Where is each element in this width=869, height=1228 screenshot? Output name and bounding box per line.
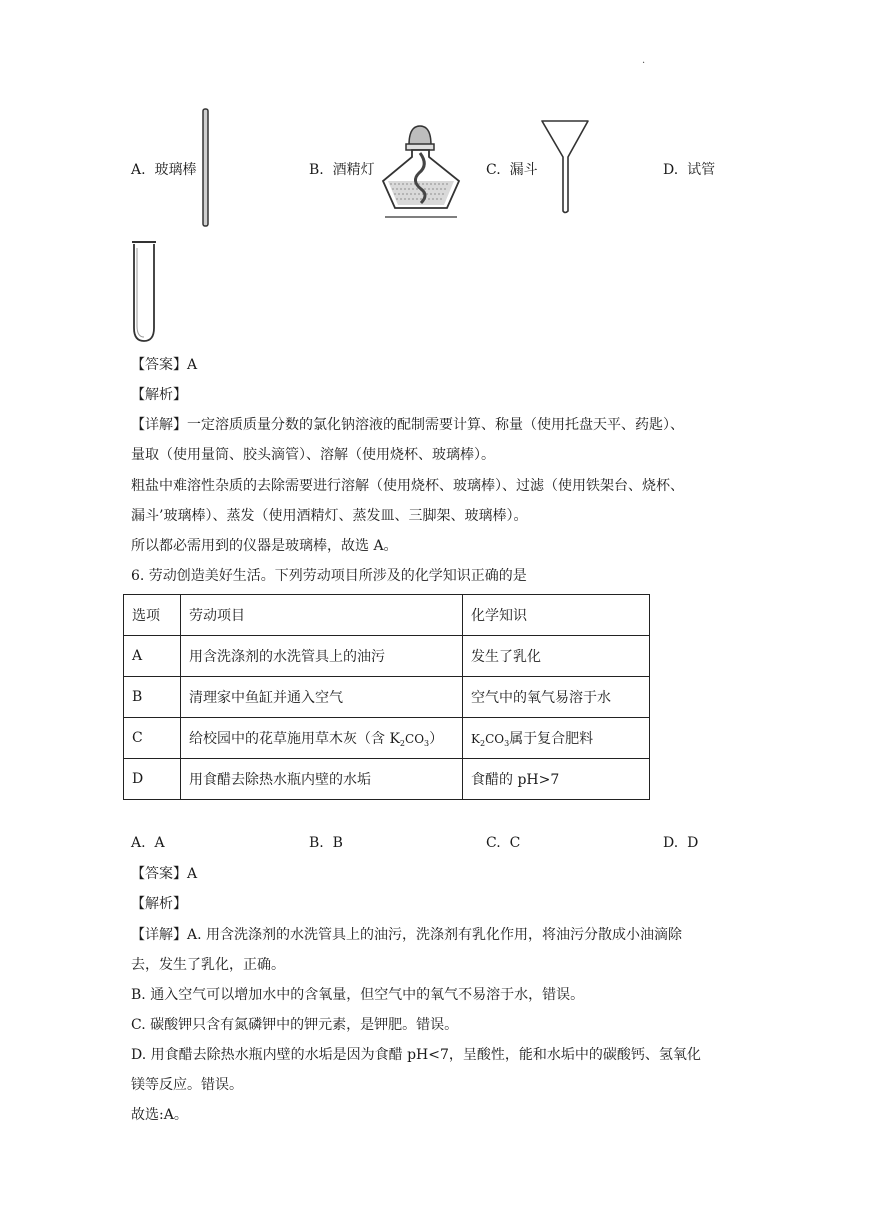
q5-detail-line: 所以都必需用到的仪器是玻璃棒，故选 A。 — [131, 538, 398, 554]
q6-detail-line: 镁等反应。错误。 — [131, 1077, 243, 1093]
table-row — [124, 759, 650, 800]
subscript: 3 — [424, 739, 430, 748]
q6-detail-line: C. 碳酸钾只含有氮磷钾中的钾元素，是钾肥。错误。 — [131, 1017, 459, 1033]
option-text: 酒精灯 — [332, 162, 375, 178]
q6-detail-line: 故选:A。 — [131, 1107, 188, 1123]
option-letter: A. — [131, 162, 146, 178]
table-cell-project: 用食醋去除热水瓶内壁的水垢 — [181, 759, 463, 800]
project-text: ） — [429, 731, 444, 747]
q6-detail-line: 去，发生了乳化，正确。 — [131, 957, 285, 973]
option-text: C — [509, 835, 521, 851]
q5-answer: 【答案】A — [131, 357, 198, 373]
table-header-row — [124, 595, 650, 636]
q5-detail-line: 粗盐中难溶性杂质的去除需要进行溶解（使用烧杯、玻璃棒）、过滤（使用铁架台、烧杯、 — [131, 478, 684, 494]
q6-option-b — [309, 835, 343, 851]
q6-option-d — [663, 835, 698, 851]
funnel-icon — [540, 119, 590, 215]
knowledge-text: 属于复合肥料 — [509, 731, 594, 747]
table-cell-project: 清理家中鱼缸并通入空气 — [181, 677, 463, 718]
option-text: B — [332, 835, 343, 851]
option-letter: A. — [131, 835, 146, 851]
table-cell-option: B — [124, 677, 181, 718]
table-cell-knowledge: 食醋的 pH>7 — [463, 759, 650, 800]
table-header-knowledge: 化学知识 — [463, 595, 650, 636]
option-letter: B. — [309, 835, 324, 851]
subscript: 3 — [504, 739, 510, 748]
table-row — [124, 718, 650, 759]
option-letter: C. — [486, 835, 501, 851]
test-tube-icon — [130, 240, 158, 344]
q6-option-c — [486, 835, 520, 851]
project-text: 给校园中的花草施用草木灰（含 K — [189, 731, 400, 747]
option-letter: D. — [663, 835, 679, 851]
q6-detail-line: B. 通入空气可以增加水中的含氧量，但空气中的氧气不易溶于水，错误。 — [131, 987, 585, 1003]
q5-option-a — [131, 159, 196, 179]
formula-text: CO — [405, 732, 425, 746]
option-letter: C. — [486, 162, 501, 178]
table-row — [124, 636, 650, 677]
option-letter: D. — [663, 162, 679, 178]
q6-answer: 【答案】A — [131, 866, 198, 882]
q6-question: 6. 劳动创造美好生活。下列劳动项目所涉及的化学知识正确的是 — [131, 568, 527, 584]
table-cell-option: D — [124, 759, 181, 800]
q6-option-a — [131, 835, 165, 851]
formula-text: CO — [485, 732, 505, 746]
table-cell-knowledge: 空气中的氧气易溶于水 — [463, 677, 650, 718]
q5-option-c — [486, 159, 538, 179]
option-text: 漏斗 — [509, 162, 538, 178]
labor-chemistry-table — [123, 594, 650, 800]
option-letter: B. — [309, 162, 324, 178]
subscript: 2 — [479, 739, 486, 748]
q5-option-d — [663, 159, 715, 179]
table-header-project: 劳动项目 — [181, 595, 463, 636]
table-header-option: 选项 — [124, 595, 181, 636]
q6-detail-line: 【详解】A. 用含洗涤剂的水洗管具上的油污，洗涤剂有乳化作用，将油污分散成小油滴除 — [131, 927, 683, 943]
q5-detail-line: 漏斗’玻璃棒）、蒸发（使用酒精灯、蒸发皿、三脚架、玻璃棒）。 — [131, 508, 528, 524]
option-text: D — [687, 835, 699, 851]
subscript: 2 — [399, 739, 406, 748]
table-cell-project — [181, 718, 463, 759]
q5-option-b — [309, 159, 375, 179]
formula-text: K — [471, 732, 480, 746]
option-text: A — [154, 835, 165, 851]
table-cell-option: A — [124, 636, 181, 677]
glass-rod-icon — [200, 108, 212, 228]
q6-analysis-label: 【解析】 — [131, 896, 187, 912]
q5-detail-line: 【详解】一定溶质质量分数的氯化钠溶液的配制需要计算、称量（使用托盘天平、药匙）、 — [131, 417, 684, 433]
option-text: 试管 — [687, 162, 716, 178]
page-dot-mark: · — [642, 58, 646, 69]
alcohol-lamp-icon — [379, 123, 463, 218]
table-cell-knowledge: 发生了乳化 — [463, 636, 650, 677]
q5-detail-line: 量取（使用量筒、胶头滴管）、溶解（使用烧杯、玻璃棒）。 — [131, 447, 495, 463]
table-cell-option: C — [124, 718, 181, 759]
table-cell-project: 用含洗涤剂的水洗管具上的油污 — [181, 636, 463, 677]
table-cell-knowledge — [463, 718, 650, 759]
q6-detail-line: D. 用食醋去除热水瓶内壁的水垢是因为食醋 pH<7，呈酸性，能和水垢中的碳酸钙、氢氧化 — [131, 1047, 701, 1063]
table-row — [124, 677, 650, 718]
q5-analysis-label: 【解析】 — [131, 387, 187, 403]
option-text: 玻璃棒 — [154, 162, 197, 178]
